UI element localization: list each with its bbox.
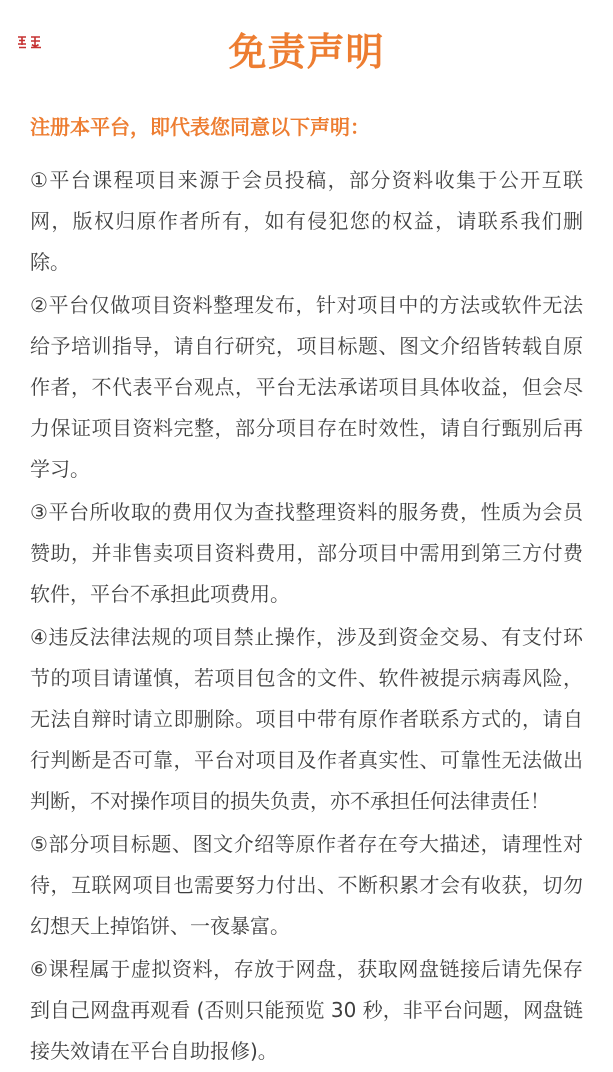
disclaimer-item-3: ③平台所收取的费用仅为查找整理资料的服务费，性质为会员赞助，并非售卖项目资料费用，部分项目中需用到第三方付费软件，平台不承担此项费用。: [30, 500, 583, 606]
disclaimer-page: [0, 30, 613, 1072]
disclaimer-item-6: ⑥课程属于虚拟资料，存放于网盘，获取网盘链接后请先保存到自己网盘再观看 (否则只能预览 30 秒，非平台问题，网盘链接失效请在平台自助报修)。: [30, 957, 583, 1063]
red-stamp-icon: [16, 34, 44, 50]
disclaimer-item-2: ②平台仅做项目资料整理发布，针对项目中的方法或软件无法给予培训指导，请自行研究，项目标题、图文介绍皆转载自原作者，不代表平台观点，平台无法承诺项目具体收益，但会尽力保证项目资料完整，部分项目存在时效性，请自行甄别后再学习。: [30, 293, 583, 481]
disclaimer-item-4: ④违反法律法规的项目禁止操作，涉及到资金交易、有支付环节的项目请谨慎，若项目包含的文件、软件被提示病毒风险，无法自辩时请立即删除。项目中带有原作者联系方式的，请自行判断是否可靠，平台对项目及作者真实性、可靠性无法做出判断，不对操作项目的损失负责，亦不承担任何法律责任！: [30, 625, 583, 813]
intro-statement: 注册本平台，即代表您同意以下声明：: [30, 115, 370, 139]
disclaimer-item-1: ①平台课程项目来源于会员投稿，部分资料收集于公开互联网，版权归原作者所有，如有侵犯您的权益，请联系我们删除。: [30, 168, 583, 274]
page-title: 免责声明: [228, 30, 385, 74]
disclaimer-item-5: ⑤部分项目标题、图文介绍等原作者存在夸大描述，请理性对待，互联网项目也需要努力付出、不断积累才会有收获，切勿幻想天上掉馅饼、一夜暴富。: [30, 832, 583, 938]
